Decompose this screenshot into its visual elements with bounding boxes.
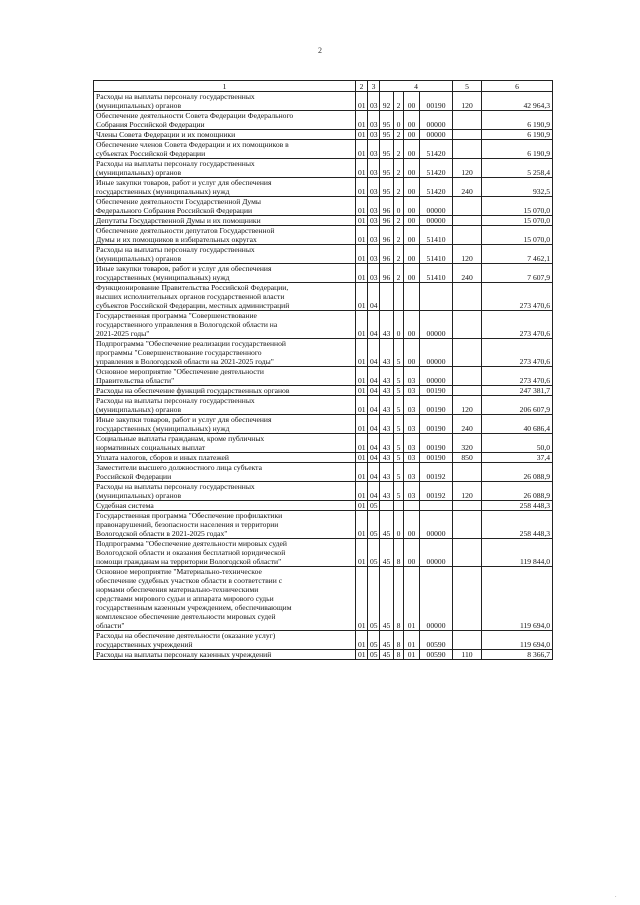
cell-subsection: 03 [368,216,380,226]
cell-event [404,501,420,511]
table-row [94,434,553,453]
cell-amount: 7 462,1 [482,245,553,264]
table-row [94,631,553,650]
cell-name: Расходы на обеспечение функций государственных органов [94,386,356,396]
cell-section: 01 [356,178,368,197]
cell-program: 95 [380,111,394,130]
cell-program: 43 [380,482,394,501]
cell-subsection: 04 [368,367,380,386]
cell-section: 01 [356,396,368,415]
cell-section: 01 [356,415,368,434]
header-col-expense-type: 5 [453,81,482,92]
cell-expense-type [453,311,482,339]
table-row [94,178,553,197]
cell-amount: 206 607,9 [482,396,553,415]
cell-event: 03 [404,463,420,482]
cell-subprogram: 5 [394,367,404,386]
cell-subsection: 03 [368,130,380,140]
cell-expense-type [453,140,482,159]
cell-subsection: 04 [368,434,380,453]
table-row [94,159,553,178]
cell-subsection: 04 [368,396,380,415]
cell-section: 01 [356,453,368,463]
cell-name: Расходы на выплаты персоналу государственных (муниципальных) органов [94,482,356,501]
cell-amount: 273 470,6 [482,339,553,367]
cell-direction: 00000 [420,111,453,130]
cell-program: 43 [380,311,394,339]
table-row [94,226,553,245]
table-row [94,130,553,140]
cell-subsection: 03 [368,159,380,178]
cell-direction: 00190 [420,396,453,415]
cell-expense-type [453,216,482,226]
cell-subprogram: 2 [394,92,404,111]
cell-subprogram: 8 [394,631,404,650]
table-row [94,396,553,415]
cell-section: 01 [356,311,368,339]
cell-expense-type [453,367,482,386]
cell-event: 01 [404,650,420,660]
cell-event: 00 [404,92,420,111]
cell-name: Расходы на выплаты персоналу государственных (муниципальных) органов [94,245,356,264]
table-row [94,453,553,463]
cell-subprogram: 2 [394,140,404,159]
table-row [94,482,553,501]
cell-program: 95 [380,140,394,159]
cell-event: 00 [404,111,420,130]
cell-subsection: 04 [368,482,380,501]
cell-expense-type [453,463,482,482]
cell-name: Основное мероприятие "Обеспечение деятельности Правительства области" [94,367,356,386]
cell-name: Подпрограмма "Обеспечение реализации государственной программы "Совершенствование государственного управления в Вологодской области на 2021-2025 годы" [94,339,356,367]
cell-event: 00 [404,311,420,339]
cell-direction [420,501,453,511]
cell-direction: 00000 [420,539,453,567]
cell-amount: 40 686,4 [482,415,553,434]
cell-subsection: 04 [368,415,380,434]
cell-event: 00 [404,178,420,197]
cell-section: 01 [356,482,368,501]
cell-program: 96 [380,226,394,245]
cell-program: 45 [380,650,394,660]
header-col-name: 1 [94,81,356,92]
cell-name: Государственная программа "Обеспечение профилактики правонарушений, безопасности населения и территории Вологодской области в 2021-2025 годах" [94,511,356,539]
cell-subprogram: 5 [394,396,404,415]
cell-expense-type [453,539,482,567]
cell-direction: 00000 [420,130,453,140]
cell-amount: 7 607,9 [482,264,553,283]
cell-expense-type: 120 [453,92,482,111]
cell-name: Иные закупки товаров, работ и услуг для обеспечения государственных (муниципальных) нужд [94,415,356,434]
cell-name: Социальные выплаты гражданам, кроме публичных нормативных социальных выплат [94,434,356,453]
cell-section: 01 [356,631,368,650]
cell-subprogram: 2 [394,159,404,178]
cell-subsection: 03 [368,226,380,245]
cell-direction: 00190 [420,386,453,396]
cell-amount: 50,0 [482,434,553,453]
cell-program: 95 [380,159,394,178]
cell-amount: 273 470,6 [482,311,553,339]
cell-direction: 51420 [420,140,453,159]
cell-direction: 00000 [420,216,453,226]
table-row [94,311,553,339]
cell-name: Основное мероприятие "Материально-техническое обеспечение судебных участков области в соответствии с нормами обеспечения материально-техническими средствами мирового судьи и аппарата мирового судьи государственным казенным учреждением, обеспечивающим комплексное обеспечение деятельности мировых судей области" [94,567,356,631]
cell-name: Государственная программа "Совершенствование государственного управления в Вологодской области на 2021-2025 годы" [94,311,356,339]
cell-expense-type: 240 [453,178,482,197]
cell-subsection: 03 [368,245,380,264]
cell-program: 43 [380,434,394,453]
cell-section: 01 [356,539,368,567]
cell-subsection: 04 [368,386,380,396]
cell-event: 00 [404,197,420,216]
cell-expense-type: 120 [453,482,482,501]
cell-expense-type: 240 [453,264,482,283]
cell-expense-type [453,197,482,216]
cell-section: 01 [356,197,368,216]
cell-direction: 00190 [420,92,453,111]
cell-subsection: 05 [368,511,380,539]
cell-expense-type: 120 [453,245,482,264]
cell-section: 01 [356,501,368,511]
cell-section: 01 [356,92,368,111]
cell-event: 03 [404,482,420,501]
cell-event: 00 [404,245,420,264]
cell-program: 95 [380,178,394,197]
cell-name: Иные закупки товаров, работ и услуг для обеспечения государственных (муниципальных) нужд [94,178,356,197]
cell-expense-type [453,339,482,367]
cell-subsection: 05 [368,631,380,650]
cell-section: 01 [356,339,368,367]
corner-mark: . [615,893,617,899]
cell-event: 00 [404,159,420,178]
cell-direction: 51410 [420,245,453,264]
table-row [94,197,553,216]
table-row [94,567,553,631]
cell-amount: 6 190,9 [482,130,553,140]
cell-expense-type: 120 [453,396,482,415]
cell-subsection: 04 [368,463,380,482]
cell-program: 43 [380,367,394,386]
cell-section: 01 [356,140,368,159]
table-row [94,264,553,283]
cell-event: 00 [404,511,420,539]
cell-subprogram: 2 [394,226,404,245]
cell-program: 95 [380,130,394,140]
cell-expense-type: 240 [453,415,482,434]
cell-section: 01 [356,567,368,631]
table-row [94,140,553,159]
table-row [94,339,553,367]
cell-subprogram: 8 [394,567,404,631]
cell-section: 01 [356,264,368,283]
header-col-amount: 6 [482,81,553,92]
cell-amount: 273 470,6 [482,367,553,386]
header-row [94,81,553,92]
cell-amount: 8 366,7 [482,650,553,660]
cell-direction: 00000 [420,339,453,367]
cell-amount: 119 694,0 [482,567,553,631]
cell-section: 01 [356,367,368,386]
cell-direction: 51410 [420,264,453,283]
page-number: 2 [318,46,322,55]
cell-name: Подпрограмма "Обеспечение деятельности мировых судей Вологодской области и оказания бесплатной юридической помощи гражданам на территории Вологодской области" [94,539,356,567]
cell-section: 01 [356,283,368,311]
cell-amount: 932,5 [482,178,553,197]
cell-expense-type: 120 [453,159,482,178]
header-col-subsection: 3 [368,81,380,92]
cell-name: Расходы на выплаты персоналу государственных (муниципальных) органов [94,92,356,111]
cell-subprogram: 5 [394,415,404,434]
table-row [94,245,553,264]
cell-name: Уплата налогов, сборов и иных платежей [94,453,356,463]
cell-program: 45 [380,539,394,567]
cell-event: 01 [404,631,420,650]
cell-name: Обеспечение деятельности депутатов Государственной Думы и их помощников в избирательных округах [94,226,356,245]
cell-event [404,283,420,311]
table-row [94,111,553,130]
cell-subprogram [394,501,404,511]
cell-amount: 6 190,9 [482,140,553,159]
cell-program [380,283,394,311]
cell-name: Функционирование Правительства Российской Федерации, высших исполнительных органов государственной власти субъектов Российской Федерации, местных администраций [94,283,356,311]
cell-expense-type: 850 [453,453,482,463]
cell-direction: 51420 [420,178,453,197]
table-row [94,216,553,226]
cell-amount: 26 088,9 [482,463,553,482]
cell-subprogram: 0 [394,111,404,130]
cell-amount: 258 448,3 [482,501,553,511]
cell-direction: 51410 [420,226,453,245]
cell-subsection: 03 [368,264,380,283]
table-row [94,650,553,660]
cell-subsection: 04 [368,311,380,339]
cell-name: Иные закупки товаров, работ и услуг для обеспечения государственных (муниципальных) нужд [94,264,356,283]
cell-program: 96 [380,264,394,283]
cell-event: 03 [404,367,420,386]
cell-expense-type: 110 [453,650,482,660]
cell-amount: 15 070,0 [482,216,553,226]
cell-direction: 00000 [420,367,453,386]
cell-program: 43 [380,339,394,367]
cell-expense-type [453,386,482,396]
table-row [94,539,553,567]
cell-subsection: 05 [368,539,380,567]
cell-amount: 6 190,9 [482,111,553,130]
cell-subprogram: 0 [394,197,404,216]
cell-expense-type: 320 [453,434,482,453]
cell-section: 01 [356,159,368,178]
cell-expense-type [453,130,482,140]
header-col-target-article: 4 [380,81,453,92]
cell-name: Судебная система [94,501,356,511]
cell-section: 01 [356,245,368,264]
cell-amount: 42 964,3 [482,92,553,111]
cell-subsection: 04 [368,283,380,311]
cell-program: 96 [380,197,394,216]
cell-amount: 15 070,0 [482,197,553,216]
cell-event: 03 [404,434,420,453]
table-row [94,92,553,111]
cell-direction: 51420 [420,159,453,178]
cell-subsection: 03 [368,197,380,216]
cell-name: Депутаты Государственной Думы и их помощники [94,216,356,226]
cell-subprogram: 0 [394,311,404,339]
cell-direction: 00000 [420,511,453,539]
table-row [94,386,553,396]
cell-expense-type [453,631,482,650]
cell-amount: 119 844,0 [482,539,553,567]
table-row [94,501,553,511]
cell-direction [420,283,453,311]
cell-program: 43 [380,396,394,415]
table-row [94,283,553,311]
cell-section: 01 [356,463,368,482]
cell-direction: 00000 [420,197,453,216]
table-row [94,367,553,386]
cell-section: 01 [356,226,368,245]
cell-name: Расходы на обеспечение деятельности (оказание услуг) государственных учреждений [94,631,356,650]
table-row [94,463,553,482]
cell-expense-type [453,111,482,130]
cell-name: Заместители высшего должностного лица субъекта Российской Федерации [94,463,356,482]
budget-table [93,80,553,660]
cell-event: 00 [404,216,420,226]
cell-subsection: 03 [368,178,380,197]
cell-subprogram: 0 [394,511,404,539]
cell-direction: 00000 [420,567,453,631]
cell-subsection: 04 [368,453,380,463]
cell-subprogram [394,283,404,311]
cell-event: 00 [404,140,420,159]
cell-program: 96 [380,216,394,226]
cell-program: 92 [380,92,394,111]
cell-direction: 00190 [420,453,453,463]
cell-event: 03 [404,415,420,434]
cell-subprogram: 2 [394,178,404,197]
cell-subsection: 03 [368,92,380,111]
cell-program: 96 [380,245,394,264]
table-row [94,415,553,434]
cell-subsection: 03 [368,140,380,159]
cell-section: 01 [356,434,368,453]
cell-name: Расходы на выплаты персоналу казенных учреждений [94,650,356,660]
cell-name: Обеспечение членов Совета Федерации и их помощников в субъектах Российской Федерации [94,140,356,159]
cell-name: Расходы на выплаты персоналу государственных (муниципальных) органов [94,159,356,178]
cell-program: 43 [380,453,394,463]
cell-direction: 00590 [420,650,453,660]
cell-subprogram: 5 [394,434,404,453]
cell-event: 03 [404,386,420,396]
cell-amount: 26 088,9 [482,482,553,501]
cell-expense-type [453,567,482,631]
cell-program: 45 [380,631,394,650]
cell-direction: 00190 [420,415,453,434]
table-row [94,511,553,539]
cell-subprogram: 5 [394,453,404,463]
cell-program: 45 [380,567,394,631]
cell-name: Расходы на выплаты персоналу государственных (муниципальных) органов [94,396,356,415]
cell-subsection: 05 [368,501,380,511]
cell-name: Члены Совета Федерации и их помощники [94,130,356,140]
cell-subprogram: 2 [394,216,404,226]
cell-amount: 15 070,0 [482,226,553,245]
cell-section: 01 [356,511,368,539]
cell-subprogram: 8 [394,650,404,660]
cell-program [380,501,394,511]
cell-direction: 00190 [420,434,453,453]
cell-name: Обеспечение деятельности Государственной Думы Федерального Собрания Российской Федерации [94,197,356,216]
cell-direction: 00590 [420,631,453,650]
cell-subprogram: 8 [394,539,404,567]
cell-expense-type [453,283,482,311]
cell-event: 01 [404,567,420,631]
cell-amount: 5 258,4 [482,159,553,178]
table-body [94,92,553,660]
cell-section: 01 [356,111,368,130]
cell-event: 00 [404,539,420,567]
cell-section: 01 [356,386,368,396]
cell-event: 00 [404,339,420,367]
cell-amount: 119 694,0 [482,631,553,650]
cell-section: 01 [356,130,368,140]
cell-subprogram: 5 [394,463,404,482]
cell-event: 03 [404,396,420,415]
cell-program: 43 [380,386,394,396]
cell-program: 43 [380,415,394,434]
cell-direction: 00192 [420,482,453,501]
cell-subsection: 05 [368,567,380,631]
cell-subsection: 04 [368,339,380,367]
cell-subsection: 03 [368,111,380,130]
cell-subprogram: 2 [394,245,404,264]
cell-amount: 258 448,3 [482,511,553,539]
cell-expense-type [453,511,482,539]
cell-subprogram: 2 [394,130,404,140]
cell-expense-type [453,226,482,245]
cell-event: 00 [404,226,420,245]
cell-program: 45 [380,511,394,539]
cell-section: 01 [356,650,368,660]
cell-name: Обеспечение деятельности Совета Федерации Федерального Собрания Российской Федерации [94,111,356,130]
cell-expense-type [453,501,482,511]
cell-event: 03 [404,453,420,463]
cell-subprogram: 5 [394,386,404,396]
cell-subprogram: 2 [394,264,404,283]
cell-direction: 00192 [420,463,453,482]
cell-section: 01 [356,216,368,226]
cell-subprogram: 5 [394,482,404,501]
cell-direction: 00000 [420,311,453,339]
cell-subprogram: 5 [394,339,404,367]
cell-program: 43 [380,463,394,482]
cell-amount: 273 470,6 [482,283,553,311]
cell-amount: 37,4 [482,453,553,463]
cell-amount: 247 381,7 [482,386,553,396]
cell-event: 00 [404,130,420,140]
cell-event: 00 [404,264,420,283]
header-col-section: 2 [356,81,368,92]
cell-subsection: 05 [368,650,380,660]
